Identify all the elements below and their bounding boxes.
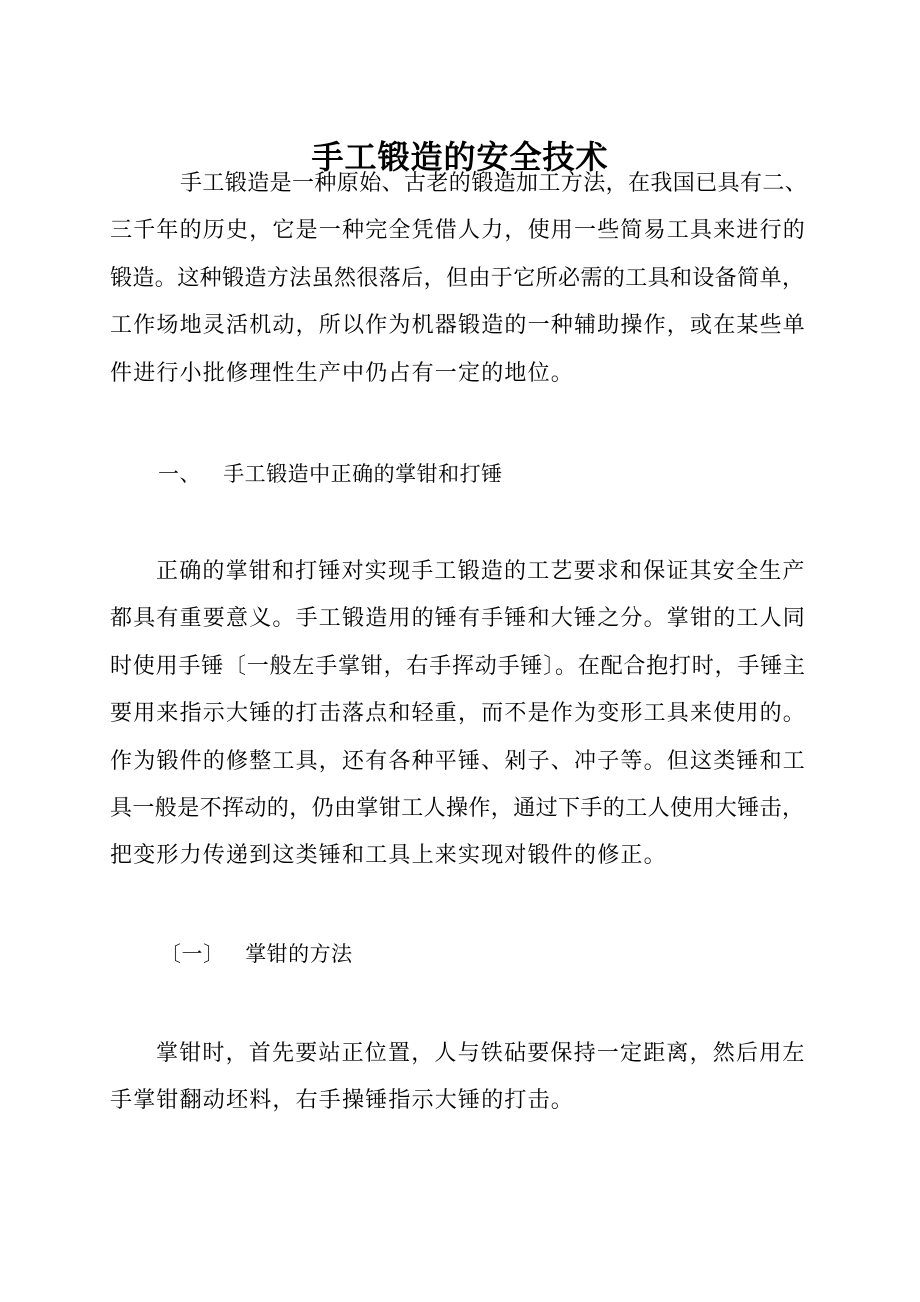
document-title: 手工锻造的安全技术 [311, 138, 609, 177]
section-1-line-1: 正确的掌钳和打锤对实现手工锻造的工艺要求和保证其安全生产 [156, 559, 806, 584]
section-1-title: 手工锻造中正确的掌钳和打锤 [223, 462, 503, 486]
section-1-line-6: 具一般是不挥动的，仍由掌钳工人操作，通过下手的工人使用大锤击， [110, 796, 805, 822]
intro-paragraph [110, 160, 810, 397]
subsection-1-number: 〔一〕 [160, 942, 225, 966]
intro-line-1: 手工锻造是一种原始、古老的锻造加工方法，在我国已具有二、 [180, 171, 808, 196]
section-1-line-7: 把变形力传递到这类锤和工具上来实现对锻件的修正。 [110, 843, 667, 869]
subsection-1-heading [160, 934, 353, 974]
intro-line-3: 锻造。这种锻造方法虽然很落后，但由于它所必需的工具和设备简单， [110, 265, 805, 291]
subsection-1-paragraph [110, 1030, 810, 1125]
subsection-1-title: 掌钳的方法 [245, 942, 353, 966]
section-1-line-4: 要用来指示大锤的打击落点和轻重，而不是作为变形工具来使用的。 [110, 701, 807, 727]
intro-line-4: 工作场地灵活机动，所以作为机器锻造的一种辅助操作，或在某些单 [110, 313, 807, 339]
intro-line-5: 件进行小批修理性生产中仍占有一定的地位。 [110, 360, 575, 386]
section-1-paragraph [110, 548, 810, 880]
section-1-line-5: 作为锻件的修整工具，还有各种平锤、剁子、冲子等。但这类锤和工 [110, 748, 807, 774]
section-1-line-2: 都具有重要意义。手工锻造用的锤有手锤和大锤之分。掌钳的工人同 [110, 606, 807, 632]
section-1-heading [158, 454, 503, 494]
section-1-line-3: 时使用手锤〔一般左手掌钳，右手挥动手锤〕。在配合抱打时，手锤主 [110, 653, 806, 679]
subsection-1-line-2: 手掌钳翻动坯料，右手操锤指示大锤的打击。 [110, 1088, 575, 1114]
subsection-1-line-1: 掌钳时，首先要站正位置，人与铁砧要保持一定距离，然后用左 [156, 1041, 806, 1066]
section-1-number: 一、 [158, 462, 201, 486]
intro-line-2: 三千年的历史，它是一种完全凭借人力，使用一些简易工具来进行的 [110, 218, 807, 244]
